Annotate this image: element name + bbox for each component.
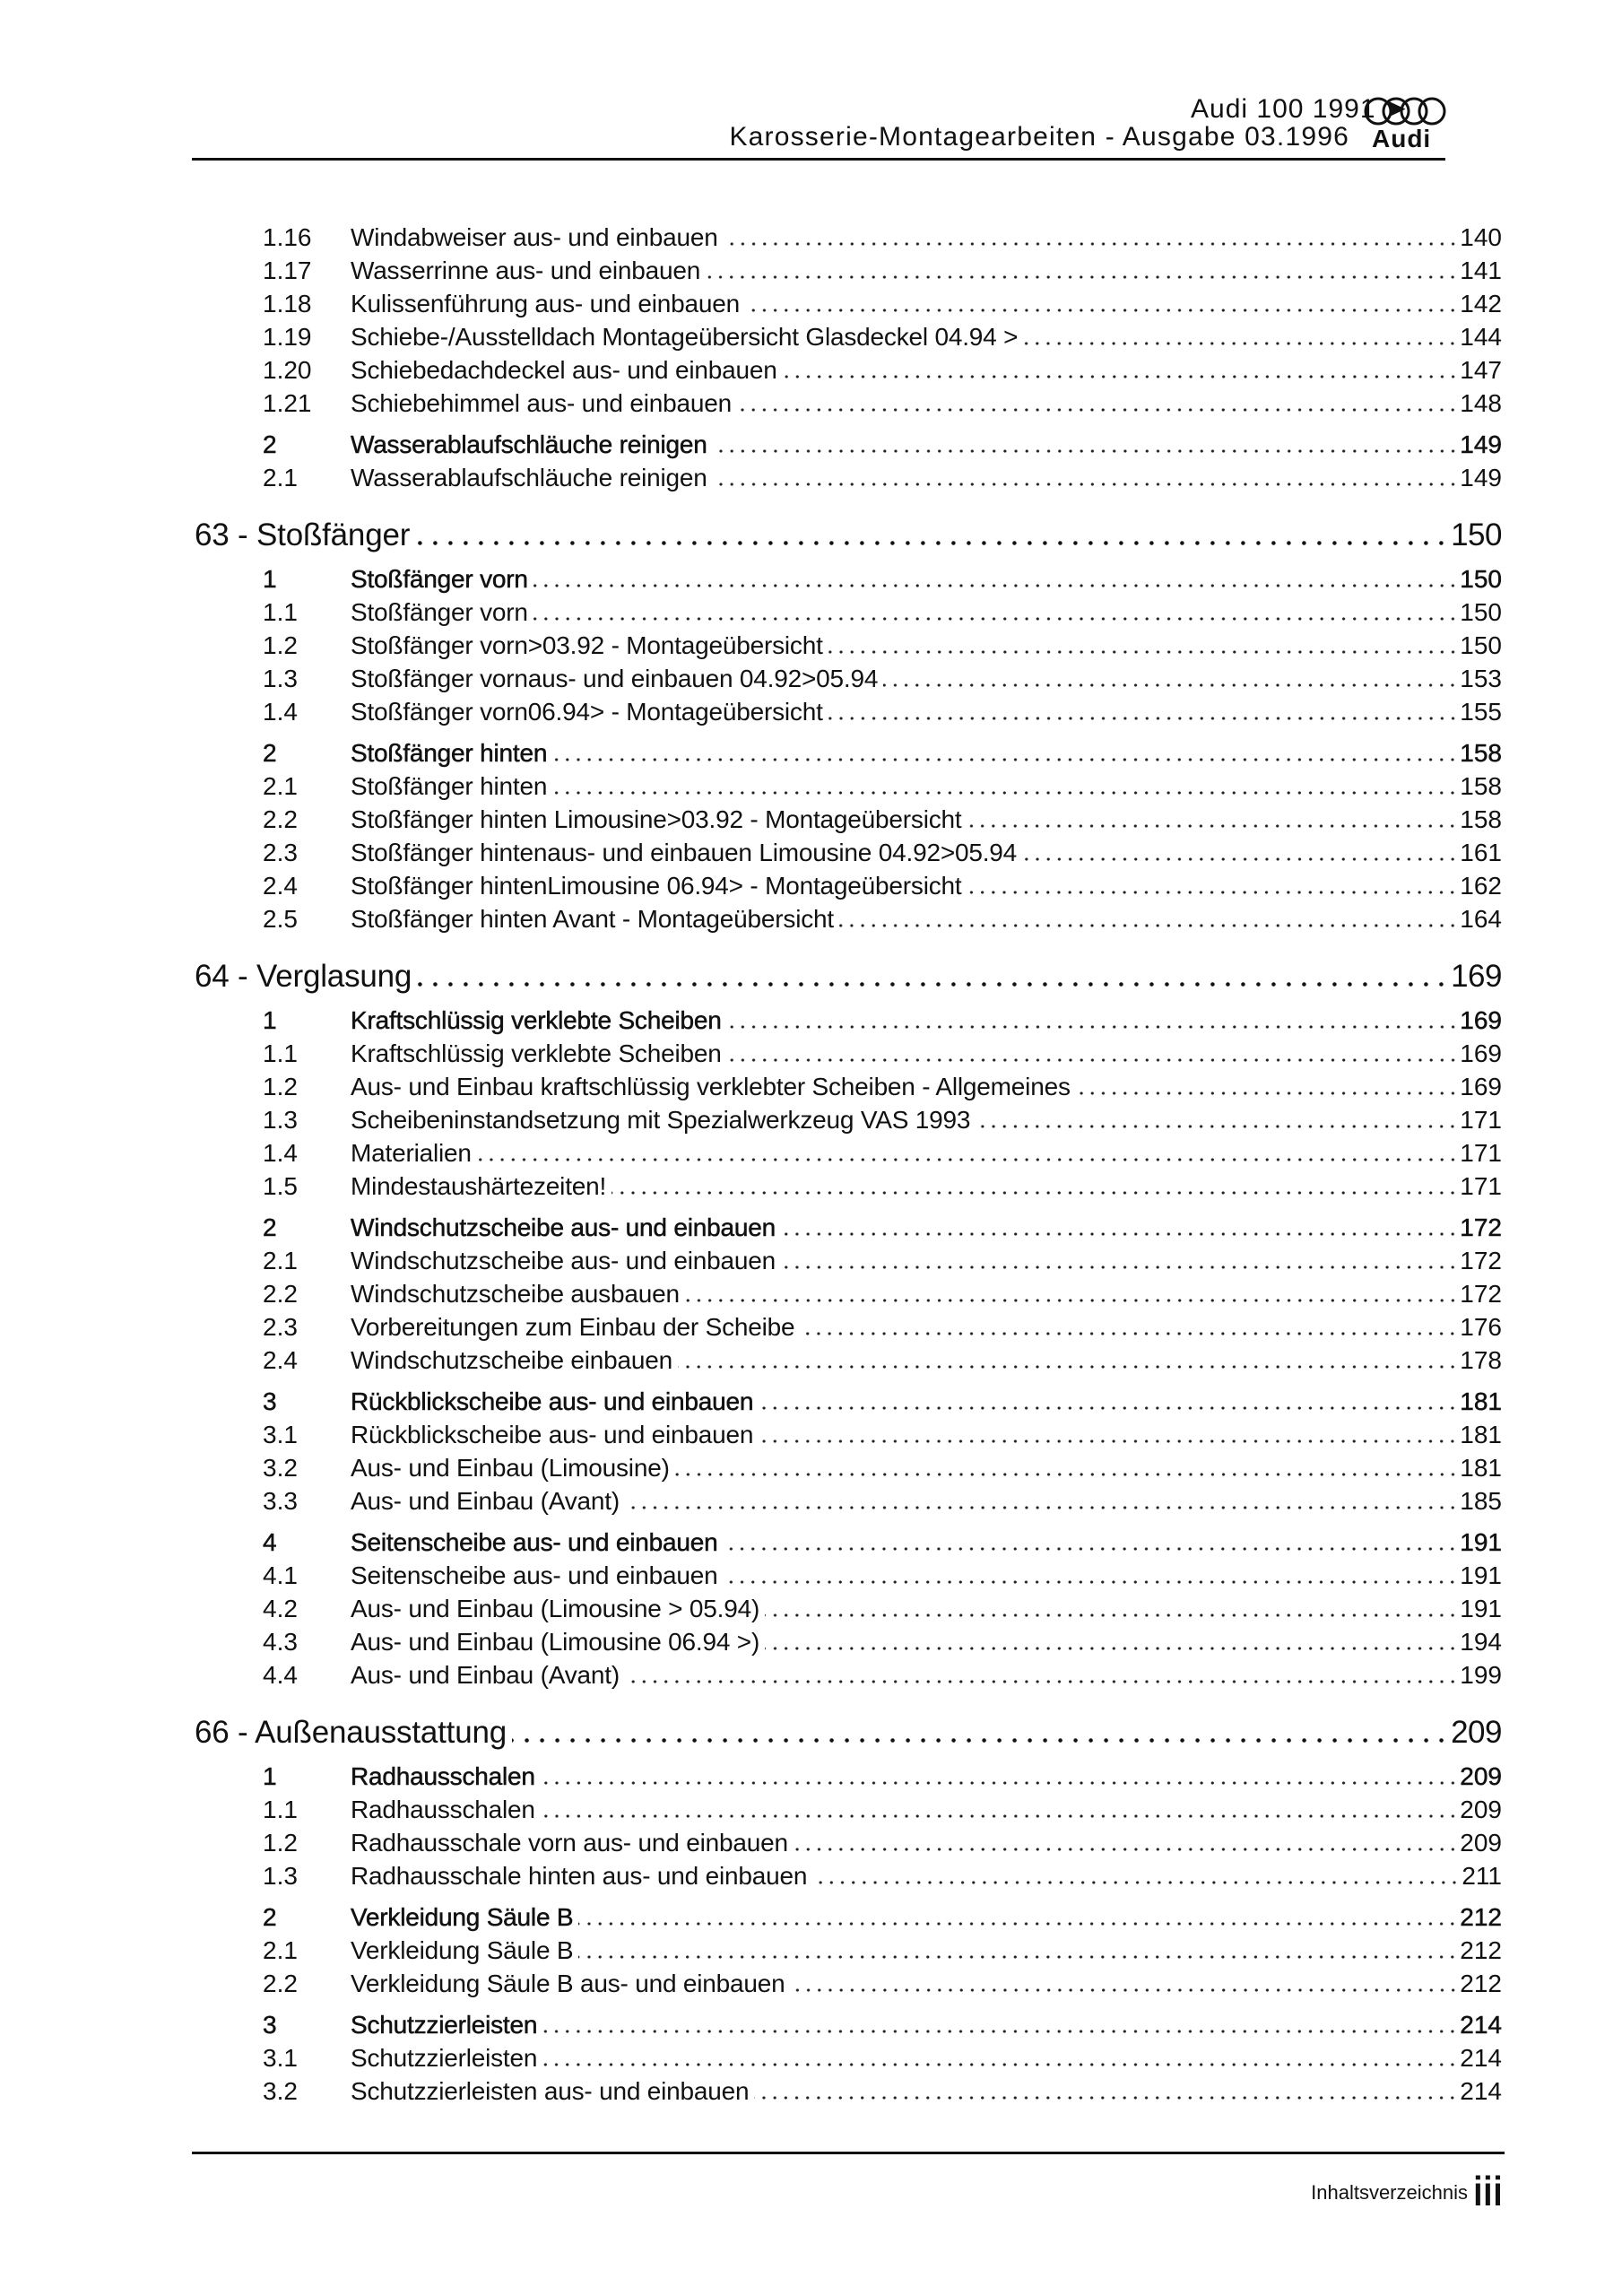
toc-entry[interactable] (0, 287, 1622, 320)
toc-entry-title: Windabweiser aus- und einbauen (351, 223, 718, 251)
dot-leader (737, 408, 1458, 412)
toc-entry[interactable] (0, 254, 1622, 287)
toc-entry-title: Schutzzierleisten (351, 2011, 538, 2039)
toc-entry-page: 171 (1460, 1139, 1502, 1167)
table-of-contents (0, 221, 1622, 2108)
toc-entry-title: Stoßfänger hintenLimousine 06.94> - Montageübersicht (351, 872, 962, 900)
dot-leader (417, 982, 1449, 987)
toc-entry-title: Stoßfänger vornaus- und einbauen 04.92>05.94 (351, 665, 879, 692)
dot-leader (724, 242, 1459, 246)
toc-entry-title: Kulissenführung aus- und einbauen (351, 290, 740, 317)
dot-leader (541, 1781, 1458, 1785)
toc-entry-number: 3.2 (263, 2077, 298, 2105)
toc-entry-page: 214 (1460, 2077, 1502, 2105)
toc-entry-title: Materialien (351, 1139, 472, 1167)
toc-entry-page: 212 (1460, 1903, 1502, 1931)
toc-entry-page: 214 (1460, 2011, 1502, 2039)
toc-entry-page: 148 (1460, 389, 1502, 417)
toc-entry-number: 1.3 (263, 1862, 298, 1890)
toc-entry-title: Wasserablaufschläuche reinigen (351, 430, 707, 458)
toc-entry-title: 66 - Außenausstattung (195, 1715, 507, 1750)
toc-entry-title: Wasserrinne aus- und einbauen (351, 257, 701, 284)
toc-entry-title: Seitenscheibe aus- und einbauen (351, 1561, 718, 1589)
dot-leader (794, 1848, 1458, 1851)
dot-leader (723, 1547, 1458, 1551)
toc-entry-title: Vorbereitungen zum Einbau der Scheibe (351, 1313, 795, 1341)
dot-leader (765, 1647, 1458, 1650)
toc-entry-number: 2.2 (263, 805, 298, 833)
toc-entry-page: 209 (1460, 1762, 1502, 1790)
toc-entry-page: 158 (1460, 805, 1502, 833)
toc-entry-page: 178 (1460, 1346, 1502, 1374)
toc-entry-page: 209 (1460, 1796, 1502, 1823)
toc-entry[interactable] (0, 387, 1622, 420)
dot-leader (625, 1506, 1458, 1509)
toc-entry-title: Rückblickscheibe aus- und einbauen (351, 1387, 754, 1415)
toc-entry-number: 3.3 (263, 1487, 298, 1515)
toc-entry-title: Stoßfänger vorn06.94> - Montageübersicht (351, 698, 823, 726)
toc-entry-title: Radhausschale hinten aus- und einbauen (351, 1862, 808, 1890)
footer-page-number: iii (1472, 2168, 1503, 2214)
dot-leader (759, 1439, 1458, 1443)
toc-entry-page: 169 (1460, 1073, 1502, 1100)
toc-entry-number: 1.5 (263, 1172, 298, 1200)
toc-entry-number: 2.1 (263, 772, 298, 800)
toc-entry[interactable] (0, 1310, 1622, 1344)
toc-entry[interactable] (0, 353, 1622, 387)
toc-entry-number: 4.4 (263, 1661, 298, 1689)
toc-entry-page: 149 (1460, 464, 1502, 491)
toc-entry-number: 3 (263, 2011, 277, 2039)
toc-entry-number: 2 (263, 1213, 277, 1241)
toc-entry-title: Schiebe-/Ausstelldach Montageübersicht Glasdeckel 04.94 > (351, 323, 1019, 351)
toc-entry-page: 153 (1460, 665, 1502, 692)
dot-leader (713, 449, 1459, 453)
toc-entry-page: 172 (1460, 1280, 1502, 1308)
toc-entry-number: 3.1 (263, 2044, 298, 2072)
toc-entry[interactable] (0, 695, 1622, 728)
audi-rings-logo-icon (1364, 93, 1446, 129)
toc-entry-title: Stoßfänger hintenaus- und einbauen Limousine 04.92>05.94 (351, 839, 1018, 866)
toc-entry-number: 2 (263, 1903, 277, 1931)
toc-entry-page: 181 (1460, 1387, 1502, 1415)
toc-entry-number: 1 (263, 1762, 277, 1790)
toc-section-entry[interactable] (0, 2008, 1622, 2041)
toc-entry[interactable] (0, 803, 1622, 836)
dot-leader (976, 1125, 1458, 1128)
toc-entry-title: Seitenscheibe aus- und einbauen (351, 1528, 718, 1556)
dot-leader (415, 541, 1449, 545)
toc-entry-page: 199 (1460, 1661, 1502, 1689)
toc-entry-page: 191 (1460, 1595, 1502, 1622)
toc-entry-page: 172 (1460, 1247, 1502, 1274)
toc-entry-number: 2.2 (263, 1970, 298, 1997)
toc-entry-title: Mindestaushärtezeiten! (351, 1172, 607, 1200)
toc-entry-number: 3.2 (263, 1454, 298, 1482)
toc-entry-number: 1.16 (263, 223, 312, 251)
toc-entry-number: 1.1 (263, 1796, 298, 1823)
toc-entry-number: 1.18 (263, 290, 312, 317)
toc-entry-page: 181 (1460, 1421, 1502, 1448)
dot-leader (727, 1025, 1459, 1029)
toc-entry-page: 158 (1460, 739, 1502, 767)
audi-logo-text: Audi (1372, 125, 1432, 152)
toc-entry-page: 141 (1460, 257, 1502, 284)
toc-entry[interactable] (0, 1826, 1622, 1859)
dot-leader (706, 275, 1458, 279)
toc-entry-number: 4 (263, 1528, 277, 1556)
toc-entry-title: Wasserablaufschläuche reinigen (351, 464, 707, 491)
dot-leader (783, 375, 1459, 378)
toc-entry-page: 214 (1460, 2044, 1502, 2072)
toc-entry[interactable] (0, 1037, 1622, 1070)
toc-entry-number: 2.1 (263, 1936, 298, 1964)
toc-entry-page: 169 (1460, 1039, 1502, 1067)
toc-entry-number: 2.5 (263, 905, 298, 933)
toc-entry[interactable] (0, 1170, 1622, 1203)
toc-entry[interactable] (0, 1136, 1622, 1170)
toc-entry-page: 209 (1451, 1715, 1502, 1750)
dot-leader (765, 1613, 1458, 1617)
toc-entry[interactable] (0, 629, 1622, 662)
toc-chapter-entry[interactable] (0, 1708, 1622, 1758)
toc-entry-title: Stoßfänger hinten Limousine>03.92 - Montageübersicht (351, 805, 962, 833)
toc-entry[interactable] (0, 1658, 1622, 1692)
toc-entry-title: Stoßfänger vorn (351, 565, 528, 593)
toc-entry-page: 144 (1460, 323, 1502, 351)
toc-entry-page: 169 (1451, 959, 1502, 994)
toc-entry[interactable] (0, 1559, 1622, 1592)
toc-entry-title: Radhausschalen (351, 1796, 535, 1823)
dot-leader (685, 1299, 1458, 1302)
toc-entry-title: Aus- und Einbau (Avant) (351, 1487, 620, 1515)
dot-leader (552, 758, 1458, 761)
toc-entry[interactable] (0, 836, 1622, 869)
dot-leader (791, 1988, 1459, 1992)
dot-leader (754, 2096, 1458, 2100)
toc-entry-page: 147 (1460, 356, 1502, 384)
header-subtitle: Karosserie-Montagearbeiten - Ausgabe 03.1996 (729, 122, 1349, 152)
toc-entry-title: 63 - Stoßfänger (195, 517, 411, 552)
toc-entry-title: Aus- und Einbau (Limousine > 05.94) (351, 1595, 760, 1622)
dot-leader (967, 891, 1458, 894)
dot-leader (839, 924, 1458, 927)
dot-leader (883, 683, 1458, 687)
toc-entry[interactable] (0, 1793, 1622, 1826)
dot-leader (745, 309, 1458, 312)
toc-chapter-entry[interactable] (0, 510, 1622, 561)
toc-entry[interactable] (0, 320, 1622, 353)
toc-entry-page: 150 (1460, 631, 1502, 659)
dot-leader (812, 1881, 1460, 1884)
toc-entry[interactable] (0, 221, 1622, 254)
dot-leader (533, 617, 1459, 621)
toc-entry-title: Verkleidung Säule B aus- und einbauen (351, 1970, 785, 1997)
toc-entry-title: Aus- und Einbau (Avant) (351, 1661, 620, 1689)
toc-entry-title: Schiebedachdeckel aus- und einbauen (351, 356, 777, 384)
toc-entry-number: 2.3 (263, 1313, 298, 1341)
toc-entry[interactable] (0, 1070, 1622, 1103)
toc-entry-number: 1.4 (263, 698, 298, 726)
toc-entry-title: Kraftschlüssig verklebte Scheiben (351, 1039, 722, 1067)
toc-entry-number: 4.3 (263, 1628, 298, 1656)
dot-leader (800, 1332, 1458, 1335)
toc-entry-number: 4.1 (263, 1561, 298, 1589)
toc-entry-title: Verkleidung Säule B (351, 1936, 574, 1964)
toc-section-entry[interactable] (0, 428, 1622, 461)
toc-entry[interactable] (0, 2074, 1622, 2108)
toc-entry-page: 142 (1460, 290, 1502, 317)
toc-entry[interactable] (0, 869, 1622, 902)
dot-leader (552, 791, 1458, 795)
toc-entry-title: Stoßfänger hinten (351, 772, 548, 800)
toc-entry-title: Aus- und Einbau (Limousine) (351, 1454, 670, 1482)
toc-section-entry[interactable] (0, 562, 1622, 596)
toc-entry-number: 2.4 (263, 872, 298, 900)
toc-entry-page: 211 (1462, 1862, 1502, 1890)
toc-entry-page: 171 (1460, 1172, 1502, 1200)
toc-entry-page: 212 (1460, 1936, 1502, 1964)
toc-entry-page: 194 (1460, 1628, 1502, 1656)
toc-entry[interactable] (0, 1967, 1622, 2000)
toc-entry-title: Windschutzscheibe aus- und einbauen (351, 1247, 776, 1274)
toc-entry-number: 1.19 (263, 323, 312, 351)
toc-entry-number: 1.20 (263, 356, 312, 384)
toc-entry-title: Aus- und Einbau kraftschlüssig verklebter Scheiben - Allgemeines (351, 1073, 1071, 1100)
toc-entry-page: 162 (1460, 872, 1502, 900)
toc-entry-title: Schutzzierleisten (351, 2044, 538, 2072)
toc-entry-title: Aus- und Einbau (Limousine 06.94 >) (351, 1628, 760, 1656)
dot-leader (542, 2063, 1458, 2066)
toc-entry[interactable] (0, 2041, 1622, 2074)
dot-leader (1076, 1091, 1459, 1095)
toc-entry-number: 1.4 (263, 1139, 298, 1167)
toc-entry-title: Radhausschalen (351, 1762, 535, 1790)
dot-leader (967, 824, 1458, 828)
header-divider (192, 158, 1445, 161)
toc-entry-number: 1.3 (263, 1106, 298, 1134)
dot-leader (578, 1955, 1458, 1959)
dot-leader (678, 1365, 1458, 1369)
dot-leader (723, 1580, 1458, 1584)
dot-leader (828, 717, 1459, 720)
toc-entry-title: Rückblickscheibe aus- und einbauen (351, 1421, 754, 1448)
toc-entry-page: 171 (1460, 1106, 1502, 1134)
toc-section-entry[interactable] (0, 1526, 1622, 1559)
toc-entry-page: 150 (1460, 565, 1502, 593)
dot-leader (727, 1058, 1459, 1062)
toc-entry[interactable] (0, 902, 1622, 935)
toc-entry-number: 1.3 (263, 665, 298, 692)
toc-entry-number: 1 (263, 565, 277, 593)
toc-section-entry[interactable] (0, 1211, 1622, 1244)
toc-entry-number: 1.2 (263, 1073, 298, 1100)
header-model: Audi 100 1991 ➤ (1191, 94, 1408, 124)
toc-entry[interactable] (0, 1451, 1622, 1484)
toc-entry-title: Radhausschale vorn aus- und einbauen (351, 1829, 788, 1857)
toc-entry-page: 181 (1460, 1454, 1502, 1482)
toc-chapter-entry[interactable] (0, 952, 1622, 1002)
toc-entry[interactable] (0, 1344, 1622, 1377)
footer-section-label: Inhaltsverzeichnis (1311, 2181, 1468, 2204)
toc-entry-page: 176 (1460, 1313, 1502, 1341)
toc-section-entry[interactable] (0, 736, 1622, 770)
dot-leader (675, 1473, 1459, 1476)
toc-entry-page: 164 (1460, 905, 1502, 933)
toc-entry-number: 2 (263, 430, 277, 458)
dot-leader (477, 1158, 1459, 1161)
toc-entry-number: 2.3 (263, 839, 298, 866)
toc-entry-title: Kraftschlüssig verklebte Scheiben (351, 1006, 722, 1034)
dot-leader (713, 483, 1459, 486)
toc-entry-number: 2 (263, 739, 277, 767)
toc-entry-number: 1.2 (263, 631, 298, 659)
toc-entry-title: Windschutzscheibe aus- und einbauen (351, 1213, 776, 1241)
toc-entry-page: 191 (1460, 1528, 1502, 1556)
toc-entry-number: 1.1 (263, 1039, 298, 1067)
toc-entry-number: 1 (263, 1006, 277, 1034)
dot-leader (625, 1680, 1458, 1683)
footer-divider (192, 2152, 1505, 2154)
toc-entry-number: 3.1 (263, 1421, 298, 1448)
toc-entry-page: 149 (1460, 430, 1502, 458)
dot-leader (541, 1814, 1458, 1818)
toc-entry-page: 161 (1460, 839, 1502, 866)
toc-entry-title: Stoßfänger vorn>03.92 - Montageübersicht (351, 631, 823, 659)
toc-section-entry[interactable] (0, 1385, 1622, 1418)
toc-entry-title: Windschutzscheibe ausbauen (351, 1280, 680, 1308)
toc-entry-number: 2.2 (263, 1280, 298, 1308)
toc-entry-title: Stoßfänger hinten Avant - Montageübersicht (351, 905, 834, 933)
toc-entry-title: Verkleidung Säule B (351, 1903, 574, 1931)
dot-leader (1023, 342, 1458, 345)
toc-entry[interactable] (0, 1244, 1622, 1277)
toc-entry-page: 140 (1460, 223, 1502, 251)
dot-leader (542, 2030, 1458, 2033)
toc-entry[interactable] (0, 596, 1622, 629)
toc-entry-title: Windschutzscheibe einbauen (351, 1346, 673, 1374)
toc-entry-page: 172 (1460, 1213, 1502, 1241)
dot-leader (828, 650, 1459, 654)
toc-entry-title: 64 - Verglasung (195, 959, 412, 994)
toc-entry[interactable] (0, 1859, 1622, 1892)
dot-leader (781, 1265, 1458, 1269)
toc-entry-title: Scheibeninstandsetzung mit Spezialwerkzeug VAS 1993 (351, 1106, 971, 1134)
toc-entry-page: 155 (1460, 698, 1502, 726)
toc-entry[interactable] (0, 662, 1622, 695)
dot-leader (1022, 857, 1458, 861)
toc-section-entry[interactable] (0, 1004, 1622, 1037)
toc-entry[interactable] (0, 1277, 1622, 1310)
toc-entry-number: 1.21 (263, 389, 312, 417)
toc-entry-page: 158 (1460, 772, 1502, 800)
toc-section-entry[interactable] (0, 1760, 1622, 1793)
dot-leader (759, 1406, 1458, 1410)
toc-entry-title: Schiebehimmel aus- und einbauen (351, 389, 732, 417)
toc-section-entry[interactable] (0, 1900, 1622, 1934)
toc-entry-number: 2.1 (263, 1247, 298, 1274)
toc-entry[interactable] (0, 1625, 1622, 1658)
toc-entry-page: 150 (1460, 598, 1502, 626)
toc-entry-page: 185 (1460, 1487, 1502, 1515)
toc-entry[interactable] (0, 1103, 1622, 1136)
toc-entry-title: Schutzzierleisten aus- und einbauen (351, 2077, 750, 2105)
dot-leader (612, 1191, 1458, 1195)
toc-entry-page: 150 (1451, 517, 1502, 552)
toc-entry-page: 191 (1460, 1561, 1502, 1589)
toc-entry[interactable] (0, 1418, 1622, 1451)
toc-entry-number: 2.1 (263, 464, 298, 491)
dot-leader (578, 1922, 1458, 1926)
toc-entry-number: 4.2 (263, 1595, 298, 1622)
toc-entry-number: 2.4 (263, 1346, 298, 1374)
toc-entry-page: 212 (1460, 1970, 1502, 1997)
toc-entry[interactable] (0, 1592, 1622, 1625)
toc-entry[interactable] (0, 1484, 1622, 1518)
toc-entry-page: 209 (1460, 1829, 1502, 1857)
toc-entry-number: 1.2 (263, 1829, 298, 1857)
toc-entry-number: 3 (263, 1387, 277, 1415)
dot-leader (533, 584, 1459, 587)
dot-leader (781, 1232, 1458, 1236)
toc-entry-title: Stoßfänger vorn (351, 598, 528, 626)
toc-entry-title: Stoßfänger hinten (351, 739, 548, 767)
toc-entry-number: 1.17 (263, 257, 312, 284)
toc-entry-number: 1.1 (263, 598, 298, 626)
toc-entry[interactable] (0, 770, 1622, 803)
toc-entry-page: 169 (1460, 1006, 1502, 1034)
toc-entry[interactable] (0, 1934, 1622, 1967)
toc-entry[interactable] (0, 461, 1622, 494)
dot-leader (512, 1738, 1449, 1743)
